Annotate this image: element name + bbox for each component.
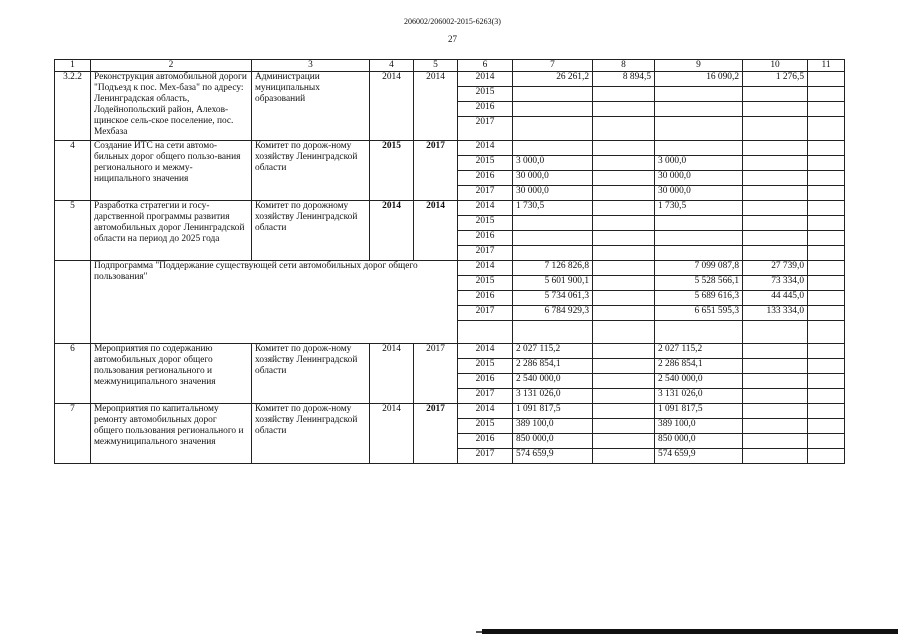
col-header: 1 <box>55 60 91 72</box>
federal-cell <box>593 359 655 374</box>
local-cell: 1 276,5 <box>743 72 808 87</box>
col-header: 6 <box>458 60 513 72</box>
regional-cell <box>655 141 743 156</box>
federal-cell <box>593 102 655 117</box>
regional-cell <box>655 117 743 141</box>
total-cell: 2 286 854,1 <box>513 359 593 374</box>
other-cell <box>808 291 845 306</box>
year-cell: 2014 <box>458 201 513 216</box>
col-header: 9 <box>655 60 743 72</box>
year-cell: 2014 <box>458 404 513 419</box>
regional-cell <box>655 231 743 246</box>
row-number: 5 <box>55 201 91 261</box>
local-cell <box>743 102 808 117</box>
federal-cell <box>593 276 655 291</box>
executor: Комитет по дорож-ному хозяйству Ленинградской области <box>252 141 370 201</box>
other-cell <box>808 201 845 216</box>
year-cell: 2015 <box>458 419 513 434</box>
regional-cell: 2 027 115,2 <box>655 344 743 359</box>
regional-cell: 7 099 087,8 <box>655 261 743 276</box>
regional-cell: 6 651 595,3 <box>655 306 743 321</box>
year-cell: 2016 <box>458 434 513 449</box>
program-table <box>54 59 845 464</box>
total-cell: 389 100,0 <box>513 419 593 434</box>
year-cell: 2017 <box>458 186 513 201</box>
total-cell <box>513 102 593 117</box>
regional-cell: 3 000,0 <box>655 156 743 171</box>
other-cell <box>808 276 845 291</box>
federal-cell <box>593 261 655 276</box>
start-year-bold: 2014 <box>382 201 401 211</box>
federal-cell <box>593 344 655 359</box>
local-cell <box>743 389 808 404</box>
regional-cell: 30 000,0 <box>655 171 743 186</box>
local-cell <box>743 374 808 389</box>
empty-cell <box>655 321 743 344</box>
start-year: 2014 <box>370 344 414 404</box>
row-number: 7 <box>55 404 91 464</box>
other-cell <box>808 344 845 359</box>
regional-cell: 1 091 817,5 <box>655 404 743 419</box>
year-cell: 2014 <box>458 72 513 87</box>
other-cell <box>808 261 845 276</box>
total-cell: 1 730,5 <box>513 201 593 216</box>
federal-cell <box>593 246 655 261</box>
col-header: 3 <box>252 60 370 72</box>
end-year-bold: 2014 <box>426 201 445 211</box>
col-header: 5 <box>414 60 458 72</box>
total-cell <box>513 246 593 261</box>
total-cell: 2 027 115,2 <box>513 344 593 359</box>
total-cell <box>513 216 593 231</box>
activity-name: Создание ИТС на сети автомо-бильных дорог общего пользо-вания регионального и межму-ниципального значения <box>91 141 252 201</box>
total-cell: 30 000,0 <box>513 171 593 186</box>
table-row <box>55 141 845 156</box>
other-cell <box>808 171 845 186</box>
col-header: 2 <box>91 60 252 72</box>
start-year: 2014 <box>370 404 414 464</box>
total-cell <box>513 117 593 141</box>
total-cell: 7 126 826,8 <box>513 261 593 276</box>
local-cell <box>743 216 808 231</box>
regional-cell <box>655 87 743 102</box>
other-cell <box>808 231 845 246</box>
local-cell: 73 334,0 <box>743 276 808 291</box>
other-cell <box>808 87 845 102</box>
other-cell <box>808 306 845 321</box>
other-cell <box>808 389 845 404</box>
other-cell <box>808 359 845 374</box>
federal-cell <box>593 404 655 419</box>
year-cell: 2015 <box>458 87 513 102</box>
year-cell: 2016 <box>458 102 513 117</box>
document-id: 206002/206002-2015-6263(3) <box>404 17 501 26</box>
federal-cell <box>593 231 655 246</box>
col-header: 11 <box>808 60 845 72</box>
page-number: 27 <box>448 34 457 44</box>
activity-name: Реконструкция автомобильной дороги "Подъезд к пос. Мех-база" по адресу: Ленинградская область, Лодейнопольский район, Алеховщинское сель-ское поселение, пос. Мехбаза <box>91 72 252 141</box>
federal-cell <box>593 419 655 434</box>
total-cell: 574 659,9 <box>513 449 593 464</box>
table-row <box>55 404 845 419</box>
total-cell: 2 540 000,0 <box>513 374 593 389</box>
local-cell <box>743 201 808 216</box>
year-cell: 2014 <box>458 141 513 156</box>
local-cell <box>743 449 808 464</box>
activity-name: Разработка стратегии и госу-дарственной программы развития автомобильных дорог Ленинградской области на период до 2025 года <box>91 201 252 261</box>
other-cell <box>808 434 845 449</box>
federal-cell <box>593 291 655 306</box>
end-year-bold: 2017 <box>426 141 445 151</box>
empty-cell <box>458 321 513 344</box>
header-row <box>55 60 845 72</box>
year-cell: 2015 <box>458 276 513 291</box>
regional-cell: 574 659,9 <box>655 449 743 464</box>
start-year <box>370 201 414 261</box>
other-cell <box>808 102 845 117</box>
local-cell <box>743 404 808 419</box>
regional-cell: 3 131 026,0 <box>655 389 743 404</box>
total-cell: 6 784 929,3 <box>513 306 593 321</box>
regional-cell <box>655 102 743 117</box>
federal-cell <box>593 201 655 216</box>
empty-cell <box>593 321 655 344</box>
executor: Комитет по дорож-ному хозяйству Ленинградской области <box>252 404 370 464</box>
year-cell: 2016 <box>458 291 513 306</box>
col-header: 4 <box>370 60 414 72</box>
local-cell: 44 445,0 <box>743 291 808 306</box>
executor: Комитет по дорож-ному хозяйству Ленинградской области <box>252 344 370 404</box>
activity-name: Мероприятия по содержанию автомобильных дорог общего пользования регионального и межмуниципального значения <box>91 344 252 404</box>
other-cell <box>808 419 845 434</box>
local-cell <box>743 87 808 102</box>
regional-cell: 16 090,2 <box>655 72 743 87</box>
total-cell: 3 000,0 <box>513 156 593 171</box>
table-row <box>55 201 845 216</box>
subprogram-row <box>55 261 845 276</box>
other-cell <box>808 186 845 201</box>
empty-cell <box>743 321 808 344</box>
federal-cell: 8 894,5 <box>593 72 655 87</box>
regional-cell: 5 528 566,1 <box>655 276 743 291</box>
total-cell: 3 131 026,0 <box>513 389 593 404</box>
federal-cell <box>593 171 655 186</box>
year-cell: 2017 <box>458 449 513 464</box>
local-cell <box>743 419 808 434</box>
total-cell: 26 261,2 <box>513 72 593 87</box>
subprogram-title: Подпрограмма "Поддержание существующей сети автомобильных дорог общего пользования" <box>91 261 458 344</box>
end-year <box>414 404 458 464</box>
row-number: 4 <box>55 141 91 201</box>
year-cell: 2016 <box>458 231 513 246</box>
year-cell: 2017 <box>458 246 513 261</box>
end-year: 2014 <box>414 72 458 141</box>
regional-cell: 389 100,0 <box>655 419 743 434</box>
empty-cell <box>808 321 845 344</box>
regional-cell <box>655 246 743 261</box>
total-cell: 1 091 817,5 <box>513 404 593 419</box>
col-header: 8 <box>593 60 655 72</box>
local-cell: 133 334,0 <box>743 306 808 321</box>
end-year: 2017 <box>414 344 458 404</box>
local-cell <box>743 359 808 374</box>
start-year-bold: 2015 <box>382 141 401 151</box>
start-year <box>370 141 414 201</box>
local-cell <box>743 434 808 449</box>
local-cell <box>743 171 808 186</box>
local-cell <box>743 186 808 201</box>
total-cell: 5 734 061,3 <box>513 291 593 306</box>
other-cell <box>808 117 845 141</box>
regional-cell: 850 000,0 <box>655 434 743 449</box>
local-cell <box>743 344 808 359</box>
end-year-bold: 2017 <box>426 404 445 414</box>
federal-cell <box>593 216 655 231</box>
col-header: 10 <box>743 60 808 72</box>
local-cell: 27 739,0 <box>743 261 808 276</box>
total-cell: 30 000,0 <box>513 186 593 201</box>
local-cell <box>743 231 808 246</box>
other-cell <box>808 156 845 171</box>
other-cell <box>808 404 845 419</box>
other-cell <box>808 72 845 87</box>
subprogram-spacer <box>55 261 91 344</box>
federal-cell <box>593 141 655 156</box>
federal-cell <box>593 117 655 141</box>
year-cell: 2017 <box>458 306 513 321</box>
total-cell: 5 601 900,1 <box>513 276 593 291</box>
start-year: 2014 <box>370 72 414 141</box>
local-cell <box>743 246 808 261</box>
regional-cell: 1 730,5 <box>655 201 743 216</box>
table-row <box>55 72 845 87</box>
other-cell <box>808 141 845 156</box>
year-cell: 2016 <box>458 374 513 389</box>
end-year <box>414 201 458 261</box>
year-cell: 2015 <box>458 359 513 374</box>
executor: Комитет по дорожному хозяйству Ленинградской области <box>252 201 370 261</box>
regional-cell: 30 000,0 <box>655 186 743 201</box>
other-cell <box>808 449 845 464</box>
executor: Администрации муниципальных образований <box>252 72 370 141</box>
federal-cell <box>593 87 655 102</box>
scan-edge-bar <box>482 629 898 634</box>
other-cell <box>808 216 845 231</box>
local-cell <box>743 156 808 171</box>
federal-cell <box>593 449 655 464</box>
row-number: 3.2.2 <box>55 72 91 141</box>
local-cell <box>743 117 808 141</box>
total-cell <box>513 231 593 246</box>
total-cell <box>513 87 593 102</box>
year-cell: 2015 <box>458 156 513 171</box>
empty-cell <box>513 321 593 344</box>
year-cell: 2014 <box>458 261 513 276</box>
year-cell: 2015 <box>458 216 513 231</box>
local-cell <box>743 141 808 156</box>
activity-name: Мероприятия по капитальному ремонту автомобильных дорог общего пользования регионального и межмуниципального значения <box>91 404 252 464</box>
other-cell <box>808 374 845 389</box>
year-cell: 2017 <box>458 389 513 404</box>
table-row <box>55 344 845 359</box>
federal-cell <box>593 306 655 321</box>
regional-cell: 5 689 616,3 <box>655 291 743 306</box>
federal-cell <box>593 186 655 201</box>
year-cell: 2017 <box>458 117 513 141</box>
regional-cell: 2 540 000,0 <box>655 374 743 389</box>
year-cell: 2016 <box>458 171 513 186</box>
row-number: 6 <box>55 344 91 404</box>
total-cell: 850 000,0 <box>513 434 593 449</box>
federal-cell <box>593 434 655 449</box>
federal-cell <box>593 156 655 171</box>
other-cell <box>808 246 845 261</box>
regional-cell <box>655 216 743 231</box>
end-year <box>414 141 458 201</box>
federal-cell <box>593 389 655 404</box>
regional-cell: 2 286 854,1 <box>655 359 743 374</box>
col-header: 7 <box>513 60 593 72</box>
total-cell <box>513 141 593 156</box>
federal-cell <box>593 374 655 389</box>
year-cell: 2014 <box>458 344 513 359</box>
